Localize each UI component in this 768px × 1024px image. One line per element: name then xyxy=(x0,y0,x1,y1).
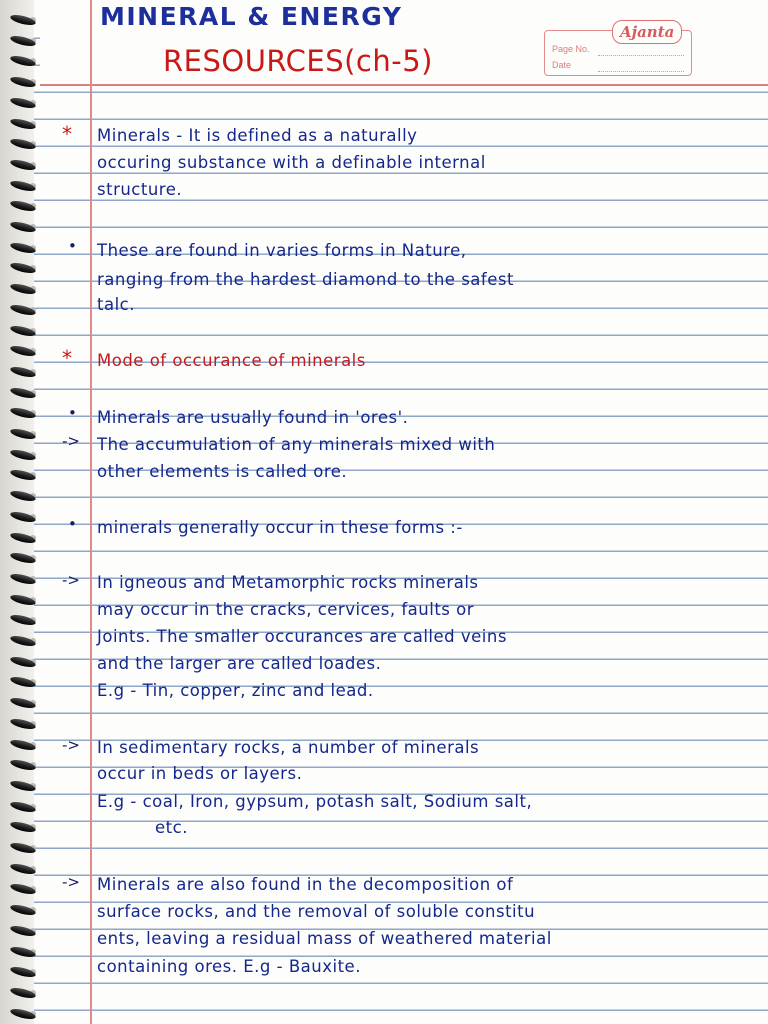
bullet-marker: • xyxy=(68,237,77,255)
note-line: talc. xyxy=(97,295,135,314)
page-title: MINERAL & ENERGY xyxy=(100,2,403,31)
page-subtitle: RESOURCES(ch-5) xyxy=(163,44,433,78)
star-marker: * xyxy=(62,346,72,370)
note-line: minerals generally occur in these forms :- xyxy=(97,518,463,537)
note-line: E.g - coal, Iron, gypsum, potash salt, Sodium salt, xyxy=(97,792,533,811)
note-line: occuring substance with a definable internal xyxy=(97,153,486,172)
note-line: structure. xyxy=(97,180,183,199)
note-line: In sedimentary rocks, a number of minerals xyxy=(97,738,480,757)
note-line: ents, leaving a residual mass of weathered material xyxy=(97,929,552,948)
margin-line xyxy=(90,0,92,1024)
star-marker: * xyxy=(62,122,72,146)
note-line: In igneous and Metamorphic rocks minerals xyxy=(97,573,479,592)
note-line: other elements is called ore. xyxy=(97,462,348,481)
page-no-blank xyxy=(598,55,684,56)
header-rule xyxy=(40,84,768,86)
arrow-marker: -> xyxy=(62,432,80,450)
arrow-marker: -> xyxy=(62,736,80,754)
note-line: containing ores. E.g - Bauxite. xyxy=(97,957,361,976)
date-label: Date xyxy=(552,60,572,70)
note-line: These are found in varies forms in Nature, xyxy=(97,241,467,260)
bullet-marker: • xyxy=(68,404,77,422)
note-line: surface rocks, and the removal of soluble constitu xyxy=(97,902,536,921)
arrow-marker: -> xyxy=(62,571,80,589)
section-heading: Mode of occurance of minerals xyxy=(97,351,366,370)
note-line: etc. xyxy=(155,818,188,837)
note-line: The accumulation of any minerals mixed with xyxy=(97,435,496,454)
bullet-marker: • xyxy=(68,515,77,533)
note-line: occur in beds or layers. xyxy=(97,764,303,783)
note-line: ranging from the hardest diamond to the safest xyxy=(97,270,514,289)
note-line: and the larger are called loades. xyxy=(97,654,382,673)
note-line: E.g - Tin, copper, zinc and lead. xyxy=(97,681,374,700)
note-line: Minerals are also found in the decomposition of xyxy=(97,875,514,894)
note-line: may occur in the cracks, cervices, faults or xyxy=(97,600,475,619)
brand-logo: Ajanta xyxy=(612,20,682,44)
note-line: Minerals are usually found in 'ores'. xyxy=(97,408,409,427)
definition-heading: Minerals - It is defined as a naturally xyxy=(97,126,418,145)
page-no-label: Page No. xyxy=(552,44,590,54)
note-line: Joints. The smaller occurances are called veins xyxy=(97,627,507,646)
arrow-marker: -> xyxy=(62,873,80,891)
date-blank xyxy=(598,71,684,72)
